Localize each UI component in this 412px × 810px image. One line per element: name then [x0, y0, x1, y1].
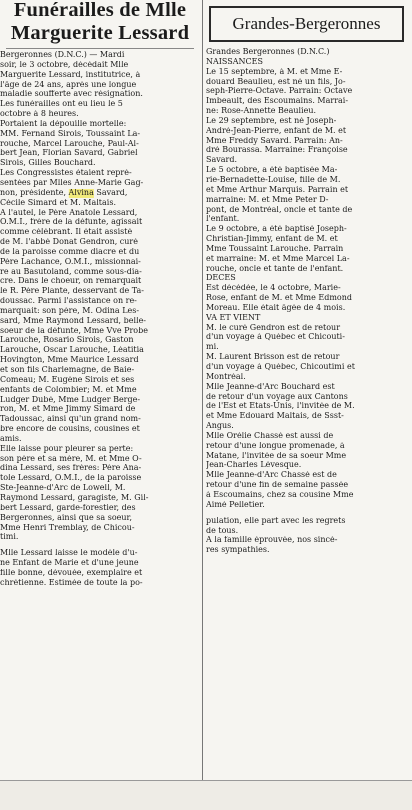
right-text-line: Mme Toussaint Larouche. Parrain	[206, 244, 344, 254]
left-text-line: Raymond Lessard, garagiste, M. Gil-	[0, 493, 149, 503]
search-highlight: Alvina	[68, 188, 94, 198]
left-text-line: A l'autel, le Père Anatole Lessard,	[0, 208, 138, 218]
left-text-line: bert Jean, Florian Savard, Gabriel	[0, 149, 138, 159]
left-text-line: fille bonne, dévouée, exemplaire et	[0, 568, 143, 578]
right-text-line: et Mme Edouard Maltais, de Ssst-	[206, 412, 344, 422]
left-text-line: ne Enfant de Marie et d'une jeune	[0, 559, 139, 569]
left-text-line: dina Lessard, ses frères: Père Ana-	[0, 464, 142, 474]
left-text-line: sard, Mme Raymond Lessard, belle-	[0, 316, 147, 326]
left-text-line: rouche, Marcel Larouche, Paul-Al-	[0, 139, 139, 149]
left-text-line: marquait: son père, M. Odina Les-	[0, 306, 140, 316]
right-paragraph	[206, 166, 410, 225]
right-text-line: mi.	[206, 343, 219, 353]
left-text-line: timi.	[0, 533, 19, 543]
right-text-line: Mlle Jeanne-d'Arc Bouchard est	[206, 382, 335, 392]
right-paragraph	[206, 117, 410, 166]
left-text-line: MM. Fernand Sirois, Toussaint La-	[0, 129, 141, 139]
left-text-line: l'âge de 24 ans, après une longue	[0, 80, 137, 90]
left-paragraph	[0, 120, 200, 169]
left-text-line: octobre à 8 heures.	[0, 110, 79, 120]
left-text-line: Bergeronnes, ainsi que sa soeur,	[0, 513, 133, 523]
left-text-line: Les Congressistes étaient repré-	[0, 169, 132, 179]
right-text-line: Aimé Pelletier.	[206, 500, 265, 510]
right-text-line: Rose, enfant de M. et Mme Edmond	[206, 294, 353, 304]
left-text-line: Tadoussac, ainsi qu'un grand nom-	[0, 415, 141, 425]
right-text-line: Imbeault, des Escoumains. Marrai-	[206, 97, 349, 107]
left-column	[0, 0, 200, 589]
right-text-line: Moreau. Elle était âgée de 4 mois.	[206, 303, 346, 313]
left-text-line: Mlle Lessard laisse le modèle d'u-	[0, 549, 138, 559]
left-text-line: Bergeronnes (D.N.C.) — Mardi	[0, 51, 125, 60]
right-paragraph	[206, 68, 410, 117]
right-text-line: pont, de Montréal, oncle et tante de	[206, 205, 353, 215]
left-paragraph	[0, 209, 200, 445]
right-text-line: VA ET VIENT	[206, 313, 261, 323]
left-text-line: Sirois, Gilles Bouchard.	[0, 159, 96, 169]
left-text-line: le R. Père Plante, desservant de Ta-	[0, 287, 144, 297]
left-text-line: Ludger Dubé, Mme Ludger Berge-	[0, 395, 141, 405]
left-text-line: Portaient la dépouille mortelle:	[0, 119, 127, 129]
section-title: Grandes-Bergeronnes	[232, 14, 381, 33]
right-text-line: Montréal.	[206, 372, 246, 382]
right-text-line: marraine: M. et Mme Peter D-	[206, 195, 329, 205]
right-text-line: et marraine: M. et Mme Marcel La-	[206, 254, 350, 264]
right-paragraph	[206, 48, 410, 68]
left-text-line: Larouche, Oscar Larouche, Léatitia	[0, 346, 144, 356]
right-text-line: M. le curé Gendron est de retour	[206, 323, 341, 333]
right-text-line: Jean-Charles Lévesque.	[206, 461, 302, 471]
left-text-line: Hovington, Mme Maurice Lessard	[0, 356, 139, 366]
left-text-line: Ste-Jeanne-d'Arc de Lowell, M.	[0, 484, 126, 494]
right-text-line: et Mme Arthur Marquis. Parrain et	[206, 185, 349, 195]
right-paragraph	[206, 536, 410, 556]
left-text-line: tole Lessard, O.M.I., de la paroisse	[0, 474, 142, 484]
left-text-line: Les funérailles ont eu lieu le 5	[0, 100, 123, 110]
left-text-line: enfants de Colombier; M. et Mme	[0, 385, 137, 395]
section-title-box	[209, 6, 404, 42]
left-text-line: O.M.I., frère de la défunte, agissait	[0, 218, 143, 228]
right-text-line: NAISSANCES	[206, 57, 263, 67]
left-text-line: de M. l'abbé Donat Gendron, curé	[0, 238, 138, 248]
right-text-line: retour d'une fin de semaine passée	[206, 481, 349, 491]
right-text-line: Est décédée, le 4 octobre, Marie-	[206, 284, 341, 294]
left-text-line: soir, le 3 octobre, décédait Mlle	[0, 60, 129, 70]
right-paragraph	[206, 517, 410, 537]
left-paragraph	[0, 549, 200, 588]
left-text-line: son père et sa mère, M. et Mme O-	[0, 454, 142, 464]
right-text-line: DECES	[206, 274, 236, 284]
left-text-line: Larouche, Rosario Sirois, Gaston	[0, 336, 134, 346]
right-text-line: retour d'une longue promenade, à	[206, 441, 345, 451]
right-text-line: l'enfant.	[206, 215, 240, 225]
left-text-line: non, présidente, Alvina Savard,	[0, 188, 128, 198]
right-paragraph	[206, 324, 410, 354]
right-text-line: Christian-Jimmy, enfant de M. et	[206, 235, 338, 245]
left-text-line: sentées par Mlles Anne-Marie Gag-	[0, 178, 144, 188]
left-article-body	[0, 51, 200, 589]
left-text-line: bert Lessard, garde-forestier, des	[0, 503, 136, 513]
right-column	[206, 0, 410, 556]
right-text-line: Le 5 octobre, a été baptisée Ma-	[206, 166, 338, 176]
right-text-line: Le 15 septembre, à M. et Mme E-	[206, 67, 343, 77]
right-text-line: Angus.	[206, 422, 234, 432]
right-text-line: Mme Freddy Savard. Parrain: An-	[206, 136, 343, 146]
right-paragraph	[206, 274, 410, 284]
left-text-line: doussac. Parmi l'assistance on re-	[0, 297, 137, 307]
right-text-line: d'un voyage à Québec et Chicouti-	[206, 333, 345, 343]
left-text-line: chrétienne. Estimée de toute la po-	[0, 578, 143, 588]
left-text-line: soeur de la défunte, Mme Vve Probe	[0, 326, 148, 336]
right-text-line: douard Beaulieu, est né un fils, Jo-	[206, 77, 346, 87]
right-text-line: rouche, oncle et tante de l'enfant.	[206, 264, 344, 274]
column-divider	[202, 0, 203, 780]
right-text-line: Savard.	[206, 156, 238, 166]
left-text-line: ron, M. et Mme Jimmy Simard de	[0, 405, 136, 415]
left-text-line: Père Lachance, O.M.I., missionnai-	[0, 257, 141, 267]
left-text-line: Mme Henri Tremblay, de Chicou-	[0, 523, 135, 533]
right-paragraph	[206, 353, 410, 383]
left-text-line: de la paroisse comme diacre et du	[0, 247, 140, 257]
right-text-line: d'un voyage à Québec, Chicoutimi et	[206, 363, 355, 372]
right-text-line: A la famille éprouvée, nos sincè-	[206, 536, 338, 546]
right-text-line: res sympathies.	[206, 546, 270, 556]
right-text-line: de retour d'un voyage aux Cantons	[206, 392, 348, 402]
right-text-line: pulation, elle part avec les regrets	[206, 516, 346, 526]
left-text-line: re au Basutoland, comme sous-dia-	[0, 267, 142, 277]
left-paragraph	[0, 51, 200, 120]
left-text-line: amis.	[0, 434, 22, 444]
right-text-line: Grandes Bergeronnes (D.N.C.)	[206, 48, 330, 57]
headline-rule	[6, 48, 194, 49]
right-text-line: André-Jean-Pierre, enfant de M. et	[206, 126, 347, 136]
right-text-line: M. Laurent Brisson est de retour	[206, 353, 340, 363]
right-paragraph	[206, 471, 410, 510]
left-text-line: cre. Dans le choeur, on remarquait	[0, 277, 142, 287]
right-text-line: dré Bourassa. Marraine: Françoise	[206, 146, 348, 156]
right-text-line: de l'Est et États-Unis, l'invitée de M.	[206, 402, 355, 412]
left-text-line: maladie soufferte avec résignation.	[0, 90, 143, 100]
right-paragraph	[206, 314, 410, 324]
right-text-line: ne: Rose-Annette Beaulieu.	[206, 107, 317, 117]
left-text-line: Elle laisse pour pleurer sa perte:	[0, 444, 134, 454]
left-paragraph	[0, 445, 200, 543]
headline-line-1: Funérailles de Mlle	[13, 0, 187, 21]
left-paragraph	[0, 169, 200, 208]
left-text-line: et son fils Charlemagne, de Baie-	[0, 366, 135, 375]
left-text-line: bre encore de cousins, cousines et	[0, 425, 140, 435]
right-paragraph	[206, 225, 410, 274]
left-text-line: Cécile Simard et M. Maltais.	[0, 198, 116, 208]
right-text-line: Le 29 septembre, est né Joseph-	[206, 116, 337, 126]
right-paragraph	[206, 284, 410, 314]
right-text-line: Le 9 octobre, a été baptisé Joseph-	[206, 225, 347, 235]
right-article-body	[206, 48, 410, 556]
right-text-line: Matane, l'invitée de sa soeur Mme	[206, 451, 347, 461]
right-text-line: rie-Bernadette-Louise, fille de M.	[206, 175, 341, 185]
left-text-line: Marguerite Lessard, institutrice, à	[0, 70, 141, 80]
page-bottom-strip	[0, 781, 412, 810]
right-text-line: Mlle Jeanne-d'Arc Chassé est de	[206, 471, 337, 481]
right-text-line: de tous.	[206, 526, 239, 536]
left-text-line: comme célébrant. Il était assisté	[0, 228, 133, 238]
right-text-line: seph-Pierre-Octave. Parrain: Octave	[206, 87, 353, 97]
right-text-line: à Escoumains, chez sa cousine Mme	[206, 490, 354, 500]
right-paragraph	[206, 383, 410, 432]
headline-line-2: Marguerite Lessard	[10, 22, 190, 44]
left-text-line: Comeau; M. Eugène Sirois et ses	[0, 375, 135, 385]
right-paragraph	[206, 432, 410, 471]
right-text-line: Mlle Orélie Chassé est aussi de	[206, 431, 334, 441]
